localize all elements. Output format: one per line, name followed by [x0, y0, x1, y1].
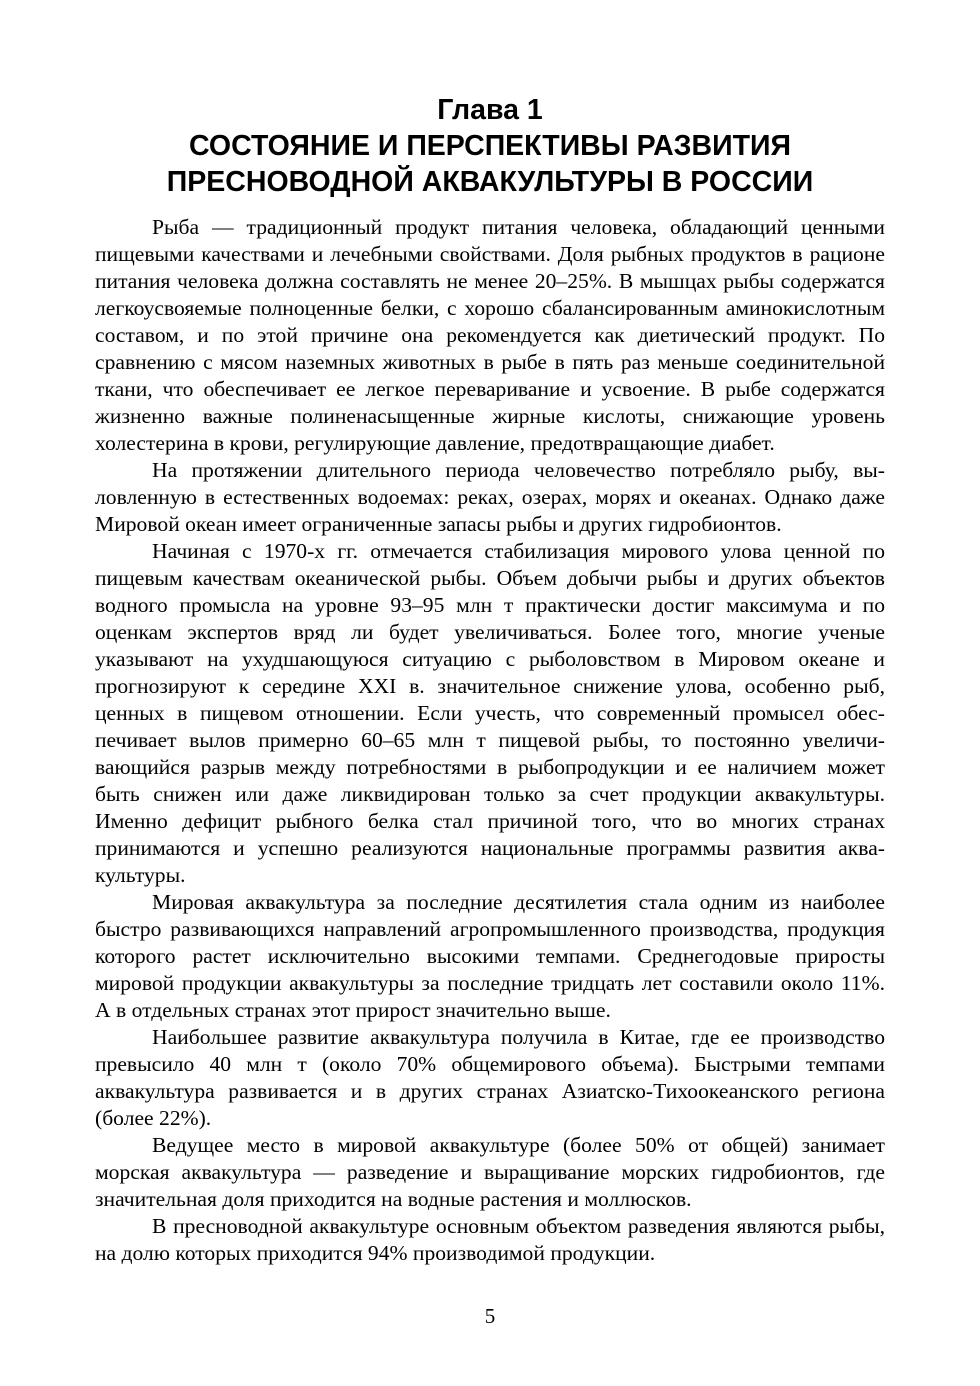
paragraph: На протяжении длительного периода человечество потребляло рыбу, выловленную в естественных водоемах: реках, озерах, морях и океанах. Однако даже Мировой океан имеет ограниченные запасы рыбы и других гидробионтов.: [95, 458, 885, 536]
paragraph: Начиная с 1970-х гг. отмечается стабилизация мирового улова ценной по пищевым качествам океанической рыбы. Объем добычи рыбы и других объектов водного промысла на уровне 93–95 млн т практически достиг максимума и по оценкам экспертов вряд ли будет увеличиваться. Более того, многие ученые указывают на ухудшающуюся ситуацию с рыболовством в Мировом океане и прогнозируют к середине XXI в. значительное снижение улова, особенно рыб, ценных в пищевом отношении. Если учесть, что современный промысел обеспечивает вылов примерно 60–65 млн т пищевой рыбы, то постоянно увеличивающийся разрыв между потребностями в рыбопродукции и ее наличием может быть снижен или даже ликвидирован только за счет продукции аквакультуры. Именно дефицит рыбного белка стал причиной того, что во многих странах принимаются и успешно реализуются национальные программы развития аквакультуры.: [95, 539, 885, 887]
body-text: [95, 214, 885, 1267]
chapter-number: Глава 1: [437, 94, 543, 126]
chapter-title-line-1: СОСТОЯНИЕ И ПЕРСПЕКТИВЫ РАЗВИТИЯ: [189, 130, 791, 162]
paragraph: Ведущее место в мировой аквакультуре (более 50% от общей) занимает морская аквакультура — разведение и выращивание морских гидробионтов, где значительная доля приходится на водные растения и моллюсков.: [95, 1133, 885, 1211]
paragraph: Наибольшее развитие аквакультура получила в Китае, где ее производство превысило 40 млн т (около 70% общемирового объема). Быстрыми темпами аквакультура развивается и в других странах Азиатско-Тихоокеанского региона (более 22%).: [95, 1025, 885, 1130]
paragraph: Мировая аквакультура за последние десятилетия стала одним из наиболее быстро развивающихся направлений агропромышленного производства, продукция которого растет исключительно высокими темпами. Среднегодовые приросты мировой продукции аквакультуры за последние тридцать лет составили около 11%. А в отдельных странах этот прирост значительно выше.: [95, 890, 885, 1022]
paragraph: Рыба — традиционный продукт питания человека, обладающий ценными пищевыми качествами и лечебными свойствами. Доля рыбных продуктов в рационе питания человека должна составлять не менее 20–25%. В мышцах рыбы содержатся легкоусвояемые полноценные белки, с хорошо сбалансированным аминокислотным составом, и по этой причине она рекомендуется как диетический продукт. По сравнению с мясом наземных животных в рыбе в пять раз меньше соединительной ткани, что обеспечивает ее легкое переваривание и усвоение. В рыбе содержатся жизненно важные полиненасыщенные жирные кислоты, снижающие уровень холестерина в крови, регулирующие давление, предотвращающие диабет.: [95, 215, 885, 455]
page-number: 5: [484, 1304, 496, 1328]
chapter-heading: [95, 92, 885, 200]
paragraph: В пресноводной аквакультуре основным объектом разведения являются рыбы, на долю которых приходится 94% производимой продукции.: [95, 1214, 885, 1265]
page-content: [95, 92, 885, 1267]
chapter-title-line-2: ПРЕСНОВОДНОЙ АКВАКУЛЬТУРЫ В РОССИИ: [166, 166, 814, 198]
